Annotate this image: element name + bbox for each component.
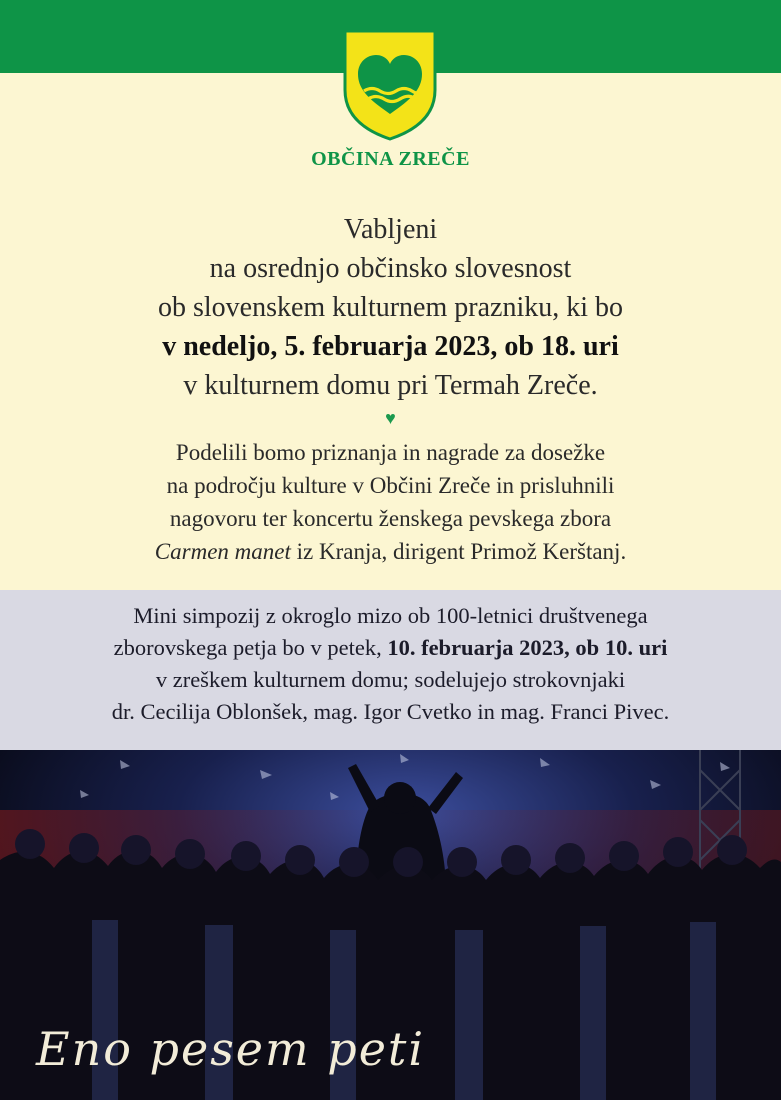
event-datetime: v nedeljo, 5. februarja 2023, ob 18. uri [162,331,619,362]
heart-divider-icon: ♥ [385,408,396,428]
symposium-text [0,600,781,728]
invitation-text [0,210,781,405]
invitation-line: ob slovenskem kulturnem prazniku, ki bo [157,292,624,323]
symposium-line: dr. Cecilija Oblonšek, mag. Igor Cvetko in mag. Franci Pivec. [111,699,670,724]
symposium-datetime: 10. februarja 2023, ob 10. uri [387,635,668,660]
municipality-crest [342,28,438,142]
details-line [0,535,781,568]
symposium-line: Mini simpozij z okroglo mizo ob 100-letnici društvenega [133,603,648,628]
organization-name: OBČINA ZREČE [311,148,470,170]
details-line-rest: iz Kranja, dirigent Primož Kerštanj. [290,539,627,564]
details-line: Podelili bomo priznanja in nagrade za dosežke [175,440,606,465]
slogan-text: Eno pesem peti [36,1022,426,1076]
symposium-line-start: zborovskega petja bo v petek, [113,635,388,660]
symposium-line [0,632,781,664]
program-details [0,436,781,568]
details-line: nagovoru ter koncertu ženskega pevskega zbora [169,506,612,531]
choir-name: Carmen manet [154,539,291,564]
invitation-line: na osrednjo občinsko slovesnost [209,253,572,284]
event-venue: v kulturnem domu pri Termah Zreče. [183,370,598,401]
invitation-line: Vabljeni [343,214,438,245]
details-line: na področju kulture v Občini Zreče in prisluhnili [166,473,615,498]
heart-waves-crest-icon [342,28,438,142]
symposium-line: v zreškem kulturnem domu; sodelujejo strokovnjaki [155,667,626,692]
